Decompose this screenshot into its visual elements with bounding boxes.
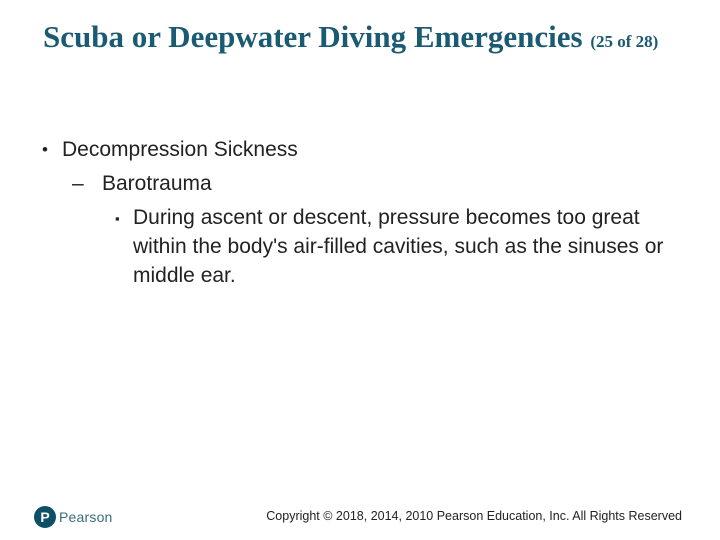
bullet-square-icon: ▪ (115, 211, 120, 226)
pearson-logo-text: Pearson (59, 509, 113, 525)
bullet-level1-text: Decompression Sickness (62, 138, 298, 161)
pearson-p-icon: P (34, 506, 56, 528)
bullet-level2-text: Barotrauma (102, 172, 212, 195)
bullet-level2 (72, 169, 682, 198)
bullet-dot-icon: • (42, 140, 48, 159)
pearson-logo (34, 505, 113, 529)
bullet-level1 (42, 135, 682, 164)
slide-title-counter: (25 of 28) (590, 32, 659, 51)
bullet-level3 (115, 203, 673, 290)
copyright-notice: Copyright © 2018, 2014, 2010 Pearson Education, Inc. All Rights Reserved (266, 509, 682, 523)
bullet-dash-icon: – (72, 172, 84, 195)
slide-title-main: Scuba or Deepwater Diving Emergencies (43, 19, 583, 54)
bullet-level3-text: During ascent or descent, pressure becomes too great within the body's air-filled cavities, such as the sinuses or middle ear. (133, 206, 664, 287)
slide-title (43, 16, 683, 63)
